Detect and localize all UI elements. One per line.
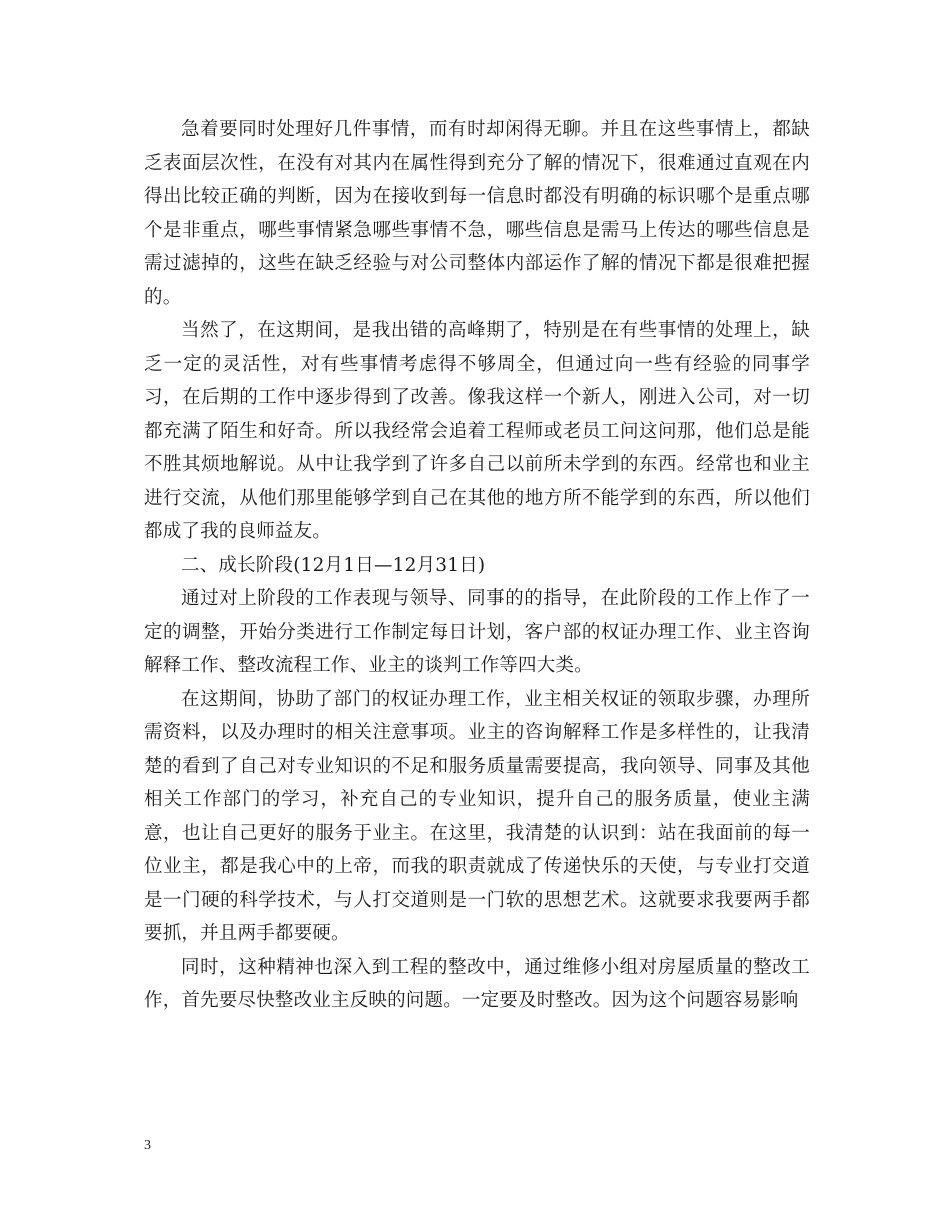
paragraph: 通过对上阶段的工作表现与领导、同事的的指导，在此阶段的工作上作了一定的调整，开始分类进行工作制定每日计划，客户部的权证办理工作、业主咨询解释工作、整改流程工作、业主的谈判工作等四大类。 bbox=[144, 588, 810, 676]
paragraph: 当然了，在这期间，是我出错的高峰期了，特别是在有些事情的处理上，缺乏一定的灵活性，对有些事情考虑得不够周全，但通过向一些有经验的同事学习，在后期的工作中逐步得到了改善。像我这样一个新人，刚进入公司，对一切都充满了陌生和好奇。所以我经常会追着工程师或老员工问这问那，他们总是能不胜其烦地解说。从中让我学到了许多自己以前所未学到的东西。经常也和业主进行交流，从他们那里能够学到自己在其他的地方所不能学到的东西，所以他们都成了我的良师益友。 bbox=[144, 320, 810, 542]
paragraph: 急着要同时处理好几件事情，而有时却闲得无聊。并且在这些事情上，都缺乏表面层次性，在没有对其内在属性得到充分了解的情况下，很难通过直观在内得出比较正确的判断，因为在接收到每一信息时都没有明确的标识哪个是重点哪个是非重点，哪些事情紧急哪些事情不急，哪些信息是需马上传达的哪些信息是需过滤掉的，这些在缺乏经验与对公司整体内部运作了解的情况下都是很难把握的。 bbox=[144, 119, 810, 308]
document-body bbox=[144, 113, 810, 1018]
paragraph: 同时，这种精神也深入到工程的整改中，通过维修小组对房屋质量的整改工作，首先要尽快整改业主反映的问题。一定要及时整改。因为这个问题容易影响 bbox=[144, 956, 810, 1011]
page-number: 3 bbox=[144, 1138, 151, 1153]
paragraph: 在这期间，协助了部门的权证办理工作，业主相关权证的领取步骤，办理所需资料，以及办理时的相关注意事项。业主的咨询解释工作是多样性的，让我清楚的看到了自己对专业知识的不足和服务质量需要提高，我向领导、同事及其他相关工作部门的学习，补充自己的专业知识，提升自己的服务质量，使业主满意，也让自己更好的服务于业主。在这里，我清楚的认识到：站在我面前的每一位业主，都是我心中的上帝，而我的职责就成了传递快乐的天使，与专业打交道是一门硬的科学技术，与人打交道则是一门软的思想艺术。这就要求我要两手都要抓，并且两手都要硬。 bbox=[144, 688, 810, 944]
section-heading: 二、成长阶段(12月1日—12月31日) bbox=[181, 554, 486, 576]
